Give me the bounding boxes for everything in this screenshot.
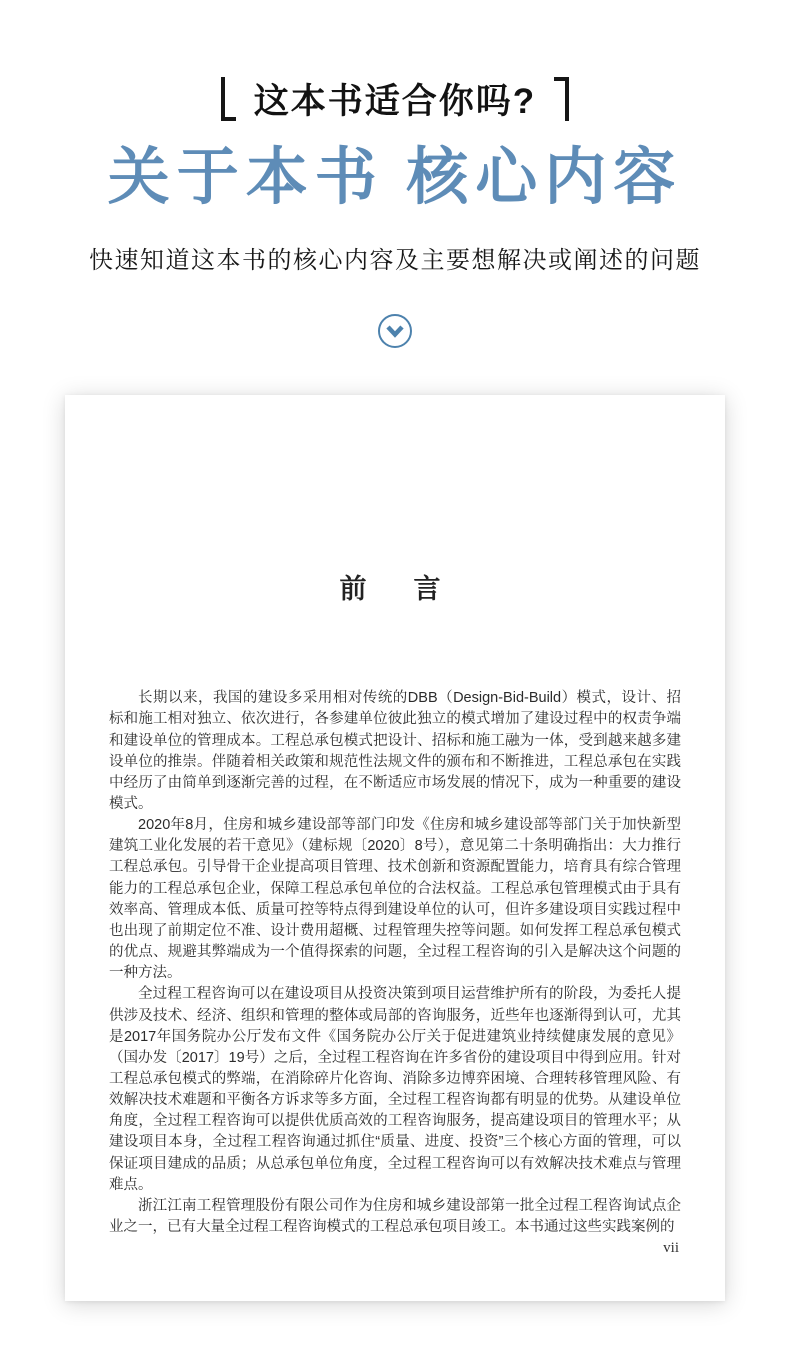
- book-page: [65, 395, 725, 1301]
- scroll-down-indicator: [0, 313, 790, 349]
- preface-paragraph-4: 浙江江南工程管理股份有限公司作为住房和城乡建设部第一批全过程工程咨询试点企业之一，已有大量全过程工程咨询模式的工程总承包项目竣工。本书通过这些实践案例的: [109, 1197, 681, 1236]
- preface-title: 前 言: [339, 574, 451, 605]
- preface-body: [109, 688, 681, 1238]
- page-number: vii: [663, 1240, 679, 1257]
- subtitle: 快速知道这本书的核心内容及主要想解决或阐述的问题: [89, 247, 701, 275]
- corner-bracket-left-icon: [221, 77, 236, 121]
- preface-paragraph-3: 全过程工程咨询可以在建设项目从投资决策到项目运营维护所有的阶段，为委托人提供涉及技术、经济、组织和管理的整体或局部的咨询服务，近些年也逐渐得到认可，尤其是2017年国务院办公厅发布文件《国务院办公厅关于促进建筑业持续健康发展的意见》（国办发〔2017〕19号）之后，全过程工程咨询在许多省份的建设项目中得到应用。针对工程总承包模式的弊端，在消除碎片化咨询、消除多边博弈困境、合理转移管理风险、有效解决技术难题和平衡各方诉求等多方面，全过程工程咨询都有明显的优势。从建设单位角度，全过程工程咨询可以提供优质高效的工程咨询服务，提高建设项目的管理水平；从建设项目本身，全过程工程咨询通过抓住“质量、进度、投资”三个核心方面的管理，可以保证项目建成的品质；从总承包单位角度，全过程工程咨询可以有效解决技术难点与管理难点。: [109, 986, 681, 1193]
- chevron-down-icon: [377, 313, 413, 354]
- page-title: 关于本书 核心内容: [107, 144, 683, 212]
- header-section: [0, 0, 790, 349]
- header-question: [0, 74, 790, 124]
- header-question-text: 这本书适合你吗?: [253, 82, 537, 121]
- preface-paragraph-2: 2020年8月，住房和城乡建设部等部门印发《住房和城乡建设部等部门关于加快新型建筑工业化发展的若干意见》（建标规〔2020〕8号），意见第二十条明确指出：大力推行工程总承包。引导骨干企业提高项目管理、技术创新和资源配置能力，培育具有综合管理能力的工程总承包企业，保障工程总承包单位的合法权益。工程总承包管理模式由于具有效率高、管理成本低、质量可控等特点得到建设单位的认可，但许多建设项目实践过程中也出现了前期定位不准、设计费用超概、过程管理失控等问题。如何发挥工程总承包模式的优点、规避其弊端成为一个值得探索的问题，全过程工程咨询的引入是解决这个问题的一种方法。: [109, 817, 681, 982]
- preface-paragraph-1: 长期以来，我国的建设多采用相对传统的DBB（Design-Bid-Build）模式，设计、招标和施工相对独立、依次进行，各参建单位彼此独立的模式增加了建设过程中的权责争端和建设单位的管理成本。工程总承包模式把设计、招标和施工融为一体，受到越来越多建设单位的推崇。伴随着相关政策和规范性法规文件的颁布和不断推进，工程总承包在实践中经历了由简单到逐渐完善的过程，在不断适应市场发展的情况下，成为一种重要的建设模式。: [109, 690, 681, 812]
- corner-bracket-right-icon: [554, 77, 569, 121]
